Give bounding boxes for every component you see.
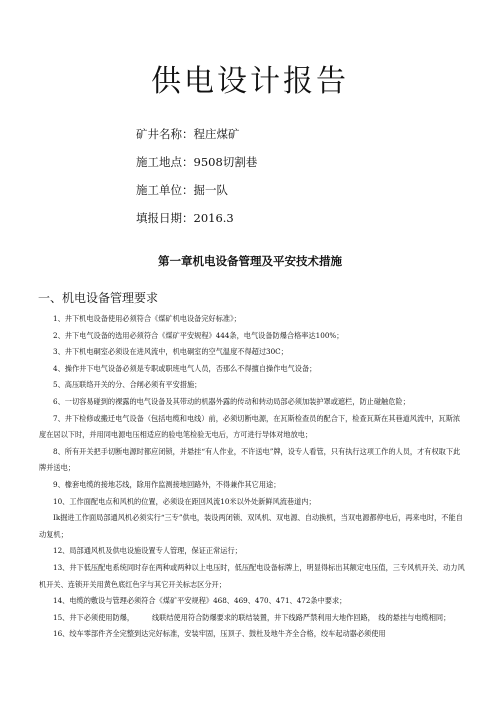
meta-value: 掘一队 xyxy=(193,183,228,197)
paragraph-10: 10、工作面配电点和风机的位置，必须设在距回风流10米以外处新鲜风流巷道内； xyxy=(53,496,316,506)
document-title: 供电设计报告 xyxy=(151,64,349,99)
meta-value: 2016.3 xyxy=(193,211,234,225)
meta-row-site xyxy=(136,154,257,170)
meta-value: 9508切割巷 xyxy=(193,155,258,169)
meta-row-date xyxy=(136,210,234,226)
paragraph-11: Ik掘进工作面局部通风机必须实行“三专”供电，装设两闭锁、双风机、双电源、自动换机，当双电源都停电后，再来电时，不能自动复机； xyxy=(39,513,463,539)
paragraph-8: 8、所有开关把手切断电源时都应闭锁，并悬挂“有人作业，不许送电”牌，设专人看管，只有执行这项工作的人员，才有权取下此牌并送电； xyxy=(39,446,461,473)
paragraph-9: 9、橡套电缆的接地芯线，除用作监测接地回路外，不得兼作其它用途； xyxy=(53,479,281,489)
paragraph-6: 6、一切容易碰到的裸露的电气设备及其带动的机器外露的传动和转动局部必须加装护罩或遮栏，防止碰触危险； xyxy=(53,396,410,406)
section-title: 一、机电设备管理要求 xyxy=(38,291,159,305)
meta-label: 施工单位： xyxy=(136,183,194,197)
paragraph-5: 5、高压联络开关的分、合闸必须有平安措施； xyxy=(53,380,202,390)
paragraph-7: 7、井下检修或搬迁电气设备（包括电缆和电线）前，必须切断电源，在瓦斯检查员的配合下，检查瓦斯在其巷道风流中，瓦斯浓度在居以下时，并用同电源电压相适应的验电笔检验无电后，方可进行导体对地放电； xyxy=(39,413,461,440)
meta-row-unit xyxy=(136,182,228,198)
paragraph-13: 13、井下低压配电系统同时存在两种或两种以上电压时，低压配电设备标牌上，明显得标出其额定电压值，三专风机开关、动力风机开关、连锁开关用黄色底红色字与其它开关标志区分开； xyxy=(39,562,465,589)
paragraph-4: 4、操作井下电气设备必须是专职或职班电气人员，否那么不得擅自操作电气设备； xyxy=(53,363,317,373)
paragraph-3: 3、井下机电硐室必须设在进风流中，机电硐室的空气温度不得超过30C； xyxy=(53,347,288,357)
paragraph-2: 2、井下电气设备的选用必须符合《煤矿平安规程》444条，电气设备防爆合格率达100%； xyxy=(53,330,344,340)
meta-label: 施工地点： xyxy=(136,155,194,169)
paragraph-14: 14、电缆的敷设与管理必须符合《煤矿平安规程》468、469、470、471、472条中要求； xyxy=(53,596,347,606)
paragraph-16: 16、绞车零部件齐全完整到达完好标准，安装牢固，压顶子、鼓杜及地牛齐全合格，绞车起动器必须使用 xyxy=(53,629,386,639)
meta-label: 填报日期： xyxy=(136,211,194,225)
document-body xyxy=(39,311,465,643)
meta-label: 矿井名称： xyxy=(136,127,194,141)
paragraph-12: 12、局部通风机及供电设施设置专人管理，保证正常运行； xyxy=(53,546,242,556)
meta-value: 程庄煤矿 xyxy=(193,127,240,141)
chapter-title: 第一章机电设备管理及平安技术措施 xyxy=(158,254,342,268)
paragraph-15: 15、井下必须使用防爆， 线联结使用符合防爆要求的联结装置，井下线路严禁利用大地作回路， 线的悬挂与电缆相同； xyxy=(53,612,451,622)
paragraph-1: 1、井下机电设备使用必须符合《煤矿机电设备完好标准》； xyxy=(53,314,241,323)
meta-row-mine xyxy=(136,126,240,142)
